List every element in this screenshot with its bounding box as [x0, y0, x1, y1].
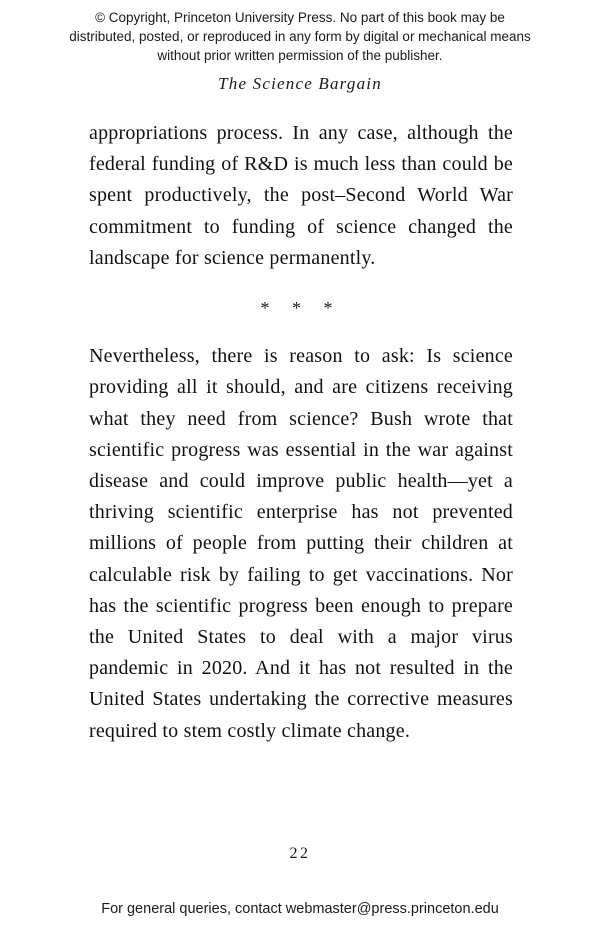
footer-contact-note: For general queries, contact webmaster@press.princeton.edu	[101, 901, 499, 917]
copyright-notice: © Copyright, Princeton University Press. No part of this book may be distributed, posted, or reproduced in any form by digital or mechanical means without prior written permission of the publisher.	[69, 10, 531, 63]
body-text	[89, 118, 513, 747]
section-separator: * * *	[260, 298, 342, 319]
paragraph-1: appropriations process. In any case, although the federal funding of R&D is much less than could be spent productively, the post–Second World War commitment to funding of science changed the landscape for science permanently.	[89, 122, 513, 269]
running-head: The Science Bargain	[218, 74, 382, 93]
paragraph-2: Nevertheless, there is reason to ask: Is science providing all it should, and are citizens receiving what they need from science? Bush wrote that scientific progress was essential in the war against disease and could improve public health—yet a thriving scientific enterprise has not prevented millions of people from putting their children at calculable risk by failing to get vaccinations. Nor has the scientific progress been enough to prepare the United States to deal with a major virus pandemic in 2020. And it has not resulted in the United States undertaking the corrective measures required to stem costly climate change.	[89, 345, 513, 742]
page-number: 22	[289, 845, 311, 862]
